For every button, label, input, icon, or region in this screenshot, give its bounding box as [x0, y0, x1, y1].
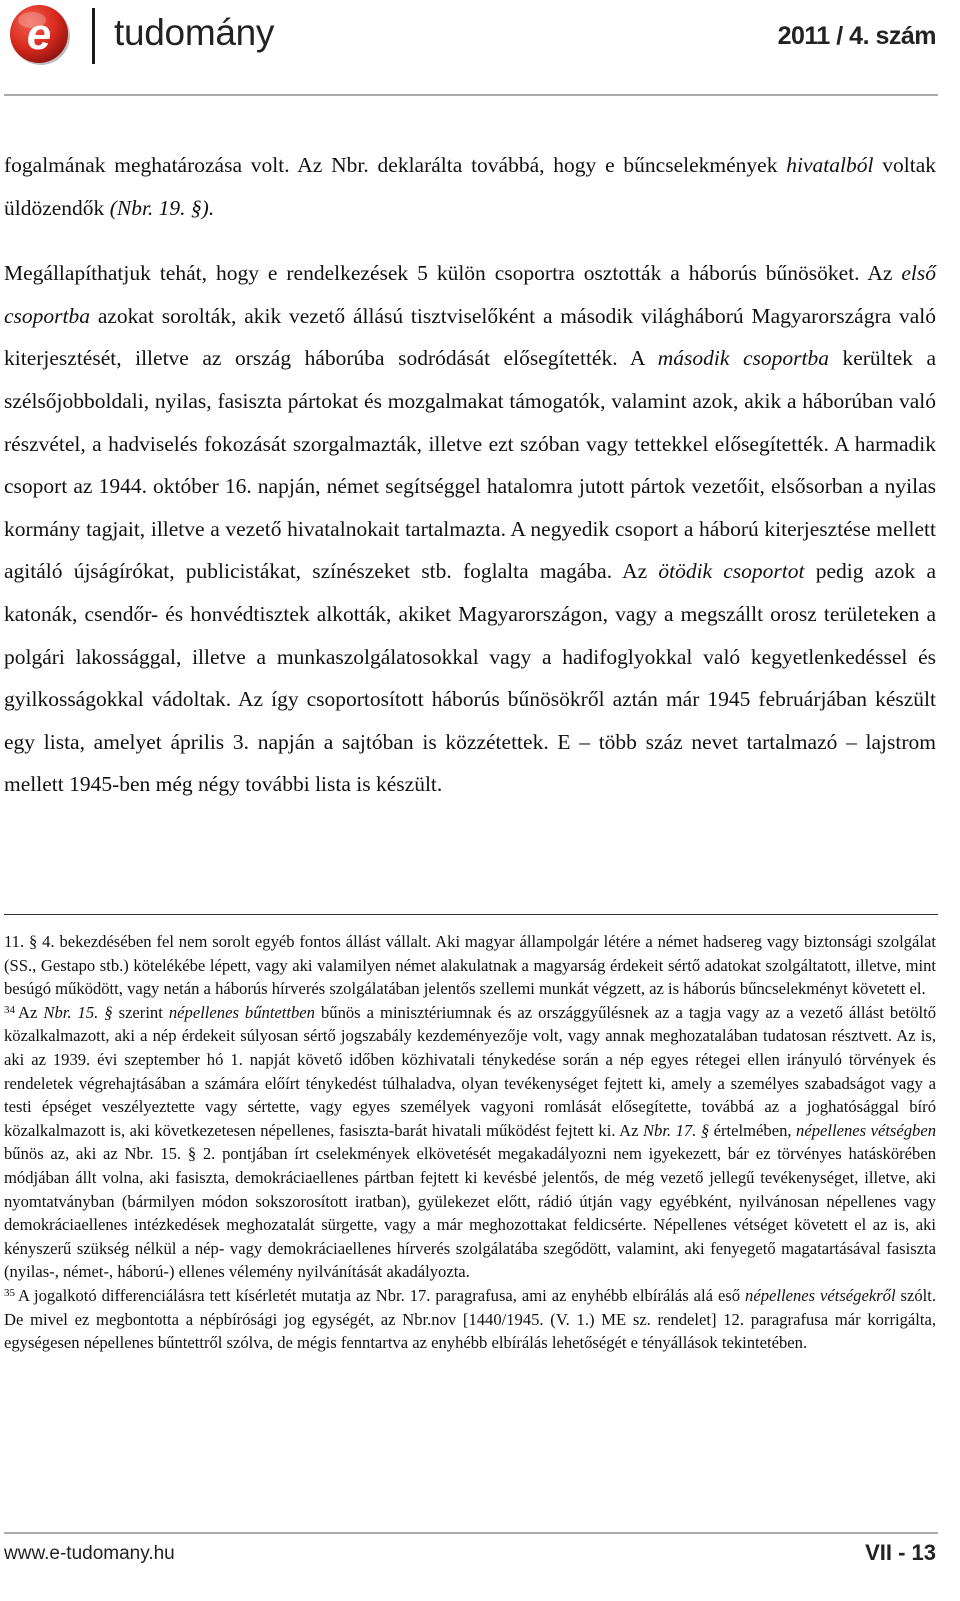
paragraph-1: fogalmának meghatározása volt. Az Nbr. deklarálta továbbá, hogy e bűncselekmények hivatalból voltak üldözendők (Nbr. 19. §).: [4, 153, 936, 220]
footnote-35: $^{35}$ A jogalkotó differenciálásra tett kísérletét mutatja az Nbr. 17. paragrafusa, ami az enyhébb elbírálás alá eső népellenes vétségekről szólt. De mivel ez megbontotta a népbírósági jog egységét, az Nbr.nov [1440/1945. (V. 1.) ME sz. rendelet] 12. paragrafusa már korrigálta, egységesen népellenes bűntettről szólva, de mégis fenntartva az enyhébb elbírálás lehetőségét e tényállások tekintetében.: [4, 1285, 936, 1353]
footer-rule: [4, 1532, 938, 1534]
footnote-separator: [4, 914, 938, 915]
article-body: [4, 144, 936, 806]
issue-number: 2011 / 4. szám: [777, 22, 936, 50]
brand-title: tudomány: [114, 12, 275, 53]
footer-website-link[interactable]: www.e-tudomany.hu: [4, 1543, 175, 1564]
e-tudomany-logo-icon[interactable]: [8, 2, 74, 68]
page-header: [0, 0, 960, 100]
paragraph-2: Megállapíthatjuk tehát, hogy e rendelkezések 5 külön csoportra osztották a háborús bűnösöket. Az első csoportba azokat sorolták, akik vezető állású tisztviselőként a második világháború Magyarországra való kiterjesztését, illetve az ország háborúba sodródását elősegítették. A második csoportba kerültek a szélsőjobboldali, nyilas, fasiszta pártokat és mozgalmakat támogatók, valamint azok, akik a háborúban való részvétel, a hadviselés fokozását szorgalmazták, illetve ezt szóban vagy tettekkel elősegítették. A harmadik csoport az 1944. október 16. napján, német segítséggel hatalomra jutott pártok vezetőit, elsősorban a nyilas kormány tagjait, illetve a vezető hivatalnokait tartalmazta. A negyedik csoport a háború kiterjesztése mellett agitáló újságírókat, publicistákat, színészeket stb. foglalta magába. Az ötödik csoportot pedig azok a katonák, csendőr- és honvédtisztek alkották, akiket Magyarországon, vagy a megszállt orosz területeken a polgári lakossággal, illetve a munkaszolgálatosokkal vagy a hadifoglyokkal való kegyetlenkedéssel és gyilkosságokkal vádoltak. Az így csoportosított háborús bűnösökről aztán már 1945 februárjában készült egy lista, amelyet április 3. napján a sajtóban is közzétettek. E – több száz nevet tartalmazó – lajstrom mellett 1945-ben még négy további lista is készült.: [4, 261, 936, 797]
footnote-34: $^{34}$ Az Nbr. 15. § szerint népellenes bűntettben bűnös a minisztériumnak és az országgyűlésnek az a tagja vagy az a vezető állást betöltő közalkalmazott, aki a nép érdekeit súlyosan sértő jogszabály kezdeményezője volt, vagy annak meghozatalában tudatosan résztvett. Az is, aki az 1939. évi szeptember hó 1. napját követő időben közhivatali ténykedése során a nép egyes rétegei ellen irányuló törvények és rendeletek végrehajtásában a számára előírt ténykedést túlhaladva, olyan tevékenységet fejtett ki, amely a személyes szabadságot vagy a testi épséget veszélyeztette vagy sértette, vagy egyes személyek vagyoni romlását elősegítette, továbbá az a joghatósággal bíró közalkalmazott is, aki következetesen népellenes, fasiszta-barát hivatali működést fejtett ki. Az Nbr. 17. § értelmében, népellenes vétségben bűnös az, aki az Nbr. 15. § 2. pontjában írt cselekmények elkövetését megakadályozni nem igyekezett, bár ez törvényes hatáskörében módjában állt volna, aki fasiszta, demokráciaellenes pártban fejtett ki kevésbé jelentős, de még vezető jellegű tevékenységet, illetve, aki nyomtatványban (bármilyen módon sokszorosított iratban), gyülekezet előtt, rádió útján vagy egyébként, nyilvánosan népellenes vagy demokráciaellenes intézkedések meghozatalát sürgette, vagy a már meghozottakat feldicsérte. Népellenes vétséget követett el az is, aki kényszerű szükség nélkül a nép- vagy demokráciaellenes hírverés szolgálatába szegődött, valamint, aki fenyegető magatartásával fasiszta (nyilas-, német-, háború-) ellenes vélemény nyilvánítását akadályozta.: [4, 1002, 937, 1282]
page-number: VII - 13: [865, 1540, 936, 1565]
footnote-number: 35: [4, 1286, 15, 1299]
footnotes: [4, 930, 936, 1355]
footnote-number: 34: [4, 1003, 15, 1016]
header-divider: [92, 8, 95, 64]
svg-text:e: e: [26, 10, 52, 59]
header-rule: [4, 94, 938, 96]
footnote-continued: 11. § 4. bekezdésében fel nem sorolt egyéb fontos állást vállalt. Aki magyar állampolgár létére a német hadsereg vagy biztonsági szolgálat (SS., Gestapo stb.) kötelékébe lépett, vagy aki valamilyen német alakulatnak a magyarság érdekeit sértő adatokat szolgáltatott, illetve, mint besúgó működött, vagy netán a háborús hírverés szolgálatában jelentős szellemi munkát végzett, az is háborús bűncselekményt követett el.: [4, 932, 936, 999]
